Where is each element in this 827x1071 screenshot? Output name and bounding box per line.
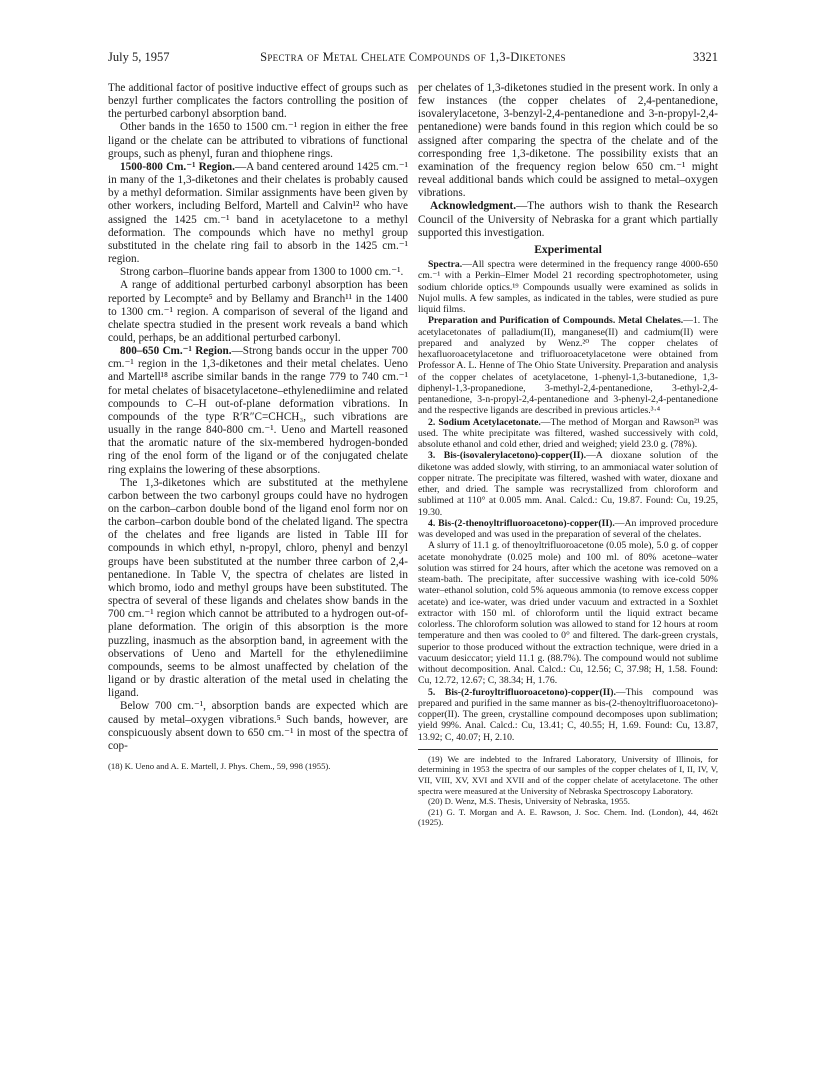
paragraph-text: —The method of Morgan and Rawson²¹ was used. The white precipitate was filtered, washed successively with cold, absolute ethanol and cold ether, dried and weighed; yield 23.0 g. (78%).	[418, 416, 718, 451]
paragraph	[108, 345, 408, 477]
run-in-heading: 3. Bis-(isovalerylacetono)-copper(II).	[428, 450, 587, 462]
run-in-heading: 1500-800 Cm.⁻¹ Region.	[120, 160, 235, 173]
left-column	[108, 82, 408, 772]
paragraph-text: —A dioxane solution of the diketone was added slowly, with stirring, to an ammoniacal water solution of copper nitrate. The precipitate was filtered, washed with water, dioxane and ether, and dried. The sample was recrystallized from chloroform and sublimed at 110° at 0.005 mm. Anal. Calcd.: Cu, 19.87. Found: Cu, 19.25, 19.30.	[418, 450, 718, 518]
issue-date: July 5, 1957	[108, 50, 170, 64]
running-title: Spectra of Metal Chelate Compounds of 1,3-Diketones	[260, 50, 566, 64]
run-in-heading: 4. Bis-(2-thenoyltrifluoroacetono)-copper(II).	[428, 517, 615, 529]
footnotes	[418, 754, 718, 828]
paragraph	[418, 687, 718, 743]
paragraph-text: —The authors wish to thank the Research Council of the University of Nebraska for a grant which partially supported this investigation.	[418, 200, 718, 239]
paragraph-text: —A band centered around 1425 cm.⁻¹ in many of the 1,3-diketones and their chelates is probably caused by a methyl deformation. Similar assignments have been given by other workers, including Belford, Martell and Calvin¹² who have assigned the 1425 cm.⁻¹ band in acetylacetone to a methyl deformation. The compounds which have no methyl group substituted in the chelate ring fail to absorb in the 1425 cm.⁻¹ region.	[108, 160, 408, 266]
footnote: (19) We are indebted to the Infrared Laboratory, University of Illinois, for determining in 1953 the spectra of our samples of the copper chelates of I, II, IV, V, VII, VIII, XV, XVI and XVII and of the copper chelate of acetylacetone. The other spectra were measured at the University of Nebraska Spectroscopy Laboratory.	[418, 753, 718, 796]
paragraph-text: —All spectra were determined in the frequency range 4000-650 cm.⁻¹ with a Perkin–Elmer Model 21 recording spectrophotometer, using sodium chloride optics.¹⁹ Compounds usually were examined as solids in Nujol mulls. A few samples, as indicated in the tables, were studied as pure liquid films.	[418, 259, 718, 316]
footnote: (18) K. Ueno and A. E. Martell, J. Phys. Chem., 59, 998 (1955).	[108, 760, 331, 771]
page-number: 3321	[693, 50, 718, 64]
paragraph-text: —Strong bands occur in the upper 700 cm.⁻¹ region in the 1,3-diketones and their metal chelates. Ueno and Martell¹⁸ ascribe similar bands in the range 779 to 740 cm.⁻¹ for metal chelates of bisacetylacetone–ethylenediimine and related compounds to C–H out-of-plane deformation vibrations. In compounds of the type R′R″C=CHCH₃, such vibrations are usually in the range 840-800 cm.⁻¹. Ueno and Martell reasoned that the aromatic nature of the six-membered hydrogen-bonded ring of the enol form of the ligand or of the conjugated chelate ring explains the lowering of these absorptions.	[108, 345, 408, 476]
paragraph	[418, 417, 718, 451]
run-in-heading: 800–650 Cm.⁻¹ Region.	[120, 345, 232, 358]
paragraph-text: —This compound was prepared and purified in the same manner as bis-(2-thenoyltrifluoroacetono)-copper(II). The green, crystalline compound decomposes upon sublimation; yield 99%. Anal. Calcd.: Cu, 13.41; C, 40.55; H, 1.69. Found: Cu, 13.87, 13.92; C, 40.07; H, 2.10.	[418, 686, 718, 743]
run-in-heading: Spectra.	[428, 259, 463, 271]
running-head	[108, 50, 718, 66]
paragraph: Strong carbon–fluorine bands appear from 1300 to 1000 cm.⁻¹.	[120, 266, 404, 279]
paragraph: A slurry of 11.1 g. of thenoyltrifluoroacetone (0.05 mole), 5.0 g. of copper acetate monohydrate (0.025 mole) and 100 ml. of 80% acetone–water solution was stirred for 24 hours, after which the acetone was removed on a steam-bath. The precipitate, after successive washing with ice-cold 50% water–ethanol solution, cold 5% aqueous ammonia (to remove excess copper acetate) and ice-water, was dried under vacuum and extracted in a Soxhlet extractor with 150 ml. of chloroform until the liquid extract became colorless. The chloroform solution was allowed to stand for 12 hours at room temperature and then was cooled to 0° and filtered. The dark-green crystals, superior to those produced without the extraction technique, were dried in a vacuum desiccator; yield 11.1 g. (88.7%). The compound would not sublime without decomposition. Anal. Calcd.: Cu, 12.56; C, 37.98; H, 1.58. Found: Cu, 12.72, 12.67; C, 38.34; H, 1.76.	[418, 540, 718, 687]
footnote-divider	[418, 749, 718, 750]
run-in-heading: Preparation and Purification of Compounds. Metal Chelates.	[428, 315, 684, 327]
paragraph: The additional factor of positive inductive effect of groups such as benzyl further complicates the factors controlling the position of the perturbed carbonyl absorption band.	[108, 82, 408, 121]
paragraph	[108, 161, 408, 266]
footnote: (20) D. Wenz, M.S. Thesis, University of Nebraska, 1955.	[428, 796, 630, 807]
paragraph: The 1,3-diketones which are substituted at the methylene carbon between the two carbonyl groups could have no hydrogen on the carbon–carbon double bond of the ligand enol form nor on the carbon–carbon double bond of the chelated ligand. The spectra of the chelates and free ligands are listed in Table III for compounds in which ethyl, n-propyl, chloro, phenyl and benzyl groups have been substituted at the number three carbon of 2,4-pentanedione. In Table V, the spectra of chelates are listed in which bromo, iodo and methyl groups have been substituted. The spectra of several of these ligands and chelates show bands in the 700 cm.⁻¹ region which cannot be attributed to a hydrogen out-of-plane deformation. The origin of this absorption is the more puzzling, inasmuch as the absorption band, in agreement with the observations of Ueno and Martell for the ethylenediimine compounds, seems to be almost unaffected by chelation of the ligand or by drastic alteration of the metal used in chelating the ligand.	[108, 476, 408, 700]
paragraph: per chelates of 1,3-diketones studied in the present work. In only a few instances (the copper chelates of 2,4-pentanedione, isovalerylacetone, 3-benzyl-2,4-pentanedione and 3-n-propyl-2,4-pentanedione) were bands found in this region which could be so assigned after comparing the spectra of the chelate and of the corresponding free 1,3-diketone. The possibility exists that an examination of the frequency region below 650 cm.⁻¹ might reveal additional bands which could be assigned to metal–oxygen vibrations.	[418, 82, 718, 200]
experimental-section	[418, 259, 718, 743]
run-in-heading: 5. Bis-(2-furoyltrifluoroacetono)-copper(II).	[428, 686, 616, 698]
right-column	[418, 82, 718, 828]
paragraph: A range of additional perturbed carbonyl absorption has been reported by Lecompte⁵ and by Bellamy and Branch¹¹ in the 1400 to 1300 cm.⁻¹ region. A comparison of several of the ligand and chelate spectra studied in the present work reveals a band which could, perhaps, be an additional perturbed carbonyl.	[108, 279, 408, 344]
paragraph-text: —1. The acetylacetonates of palladium(II), manganese(II) and cadmium(II) were prepared and analyzed by Wenz.²⁰ The copper chelates of hexafluoroacetylacetone and trifluoroacetylacetone were obtained from Professor A. L. Henne of The Ohio State University. Preparation and analysis of the copper chelates of acetylacetone, 1-phenyl-1,3-butanedione, 1,3-diphenyl-1,3-propanedione, 3-methyl-2,4-pentanedione, 3-ethyl-2,4-pentanedione, 3-n-propyl-2,4-pentanedione and 3-phenyl-2,4-pentanedione and the respective ligands are described in previous articles.³·⁴	[418, 315, 718, 417]
paragraph: Below 700 cm.⁻¹, absorption bands are expected which are caused by metal–oxygen vibrations.⁵ Such bands, however, are conspicuously absent down to 650 cm.⁻¹ in most of the spectra of cop-	[108, 700, 408, 752]
paragraph-text: —An improved procedure was developed and was used in the preparation of several of the chelates.	[418, 517, 718, 541]
paragraph	[418, 200, 718, 239]
paragraph	[418, 315, 718, 416]
footnote: (21) G. T. Morgan and A. E. Rawson, J. Soc. Chem. Ind. (London), 44, 462t (1925).	[418, 806, 718, 828]
paragraph	[418, 450, 718, 518]
section-heading: Experimental	[534, 242, 602, 256]
paragraph: Other bands in the 1650 to 1500 cm.⁻¹ region in either the free ligand or the chelate can be attributed to vibrations of functional groups, such as phenyl, furan and thiophene rings.	[108, 121, 408, 160]
paragraph	[418, 259, 718, 315]
paragraph	[418, 518, 718, 541]
run-in-heading: 2. Sodium Acetylacetonate.	[428, 416, 541, 428]
run-in-heading: Acknowledgment.	[430, 200, 517, 213]
